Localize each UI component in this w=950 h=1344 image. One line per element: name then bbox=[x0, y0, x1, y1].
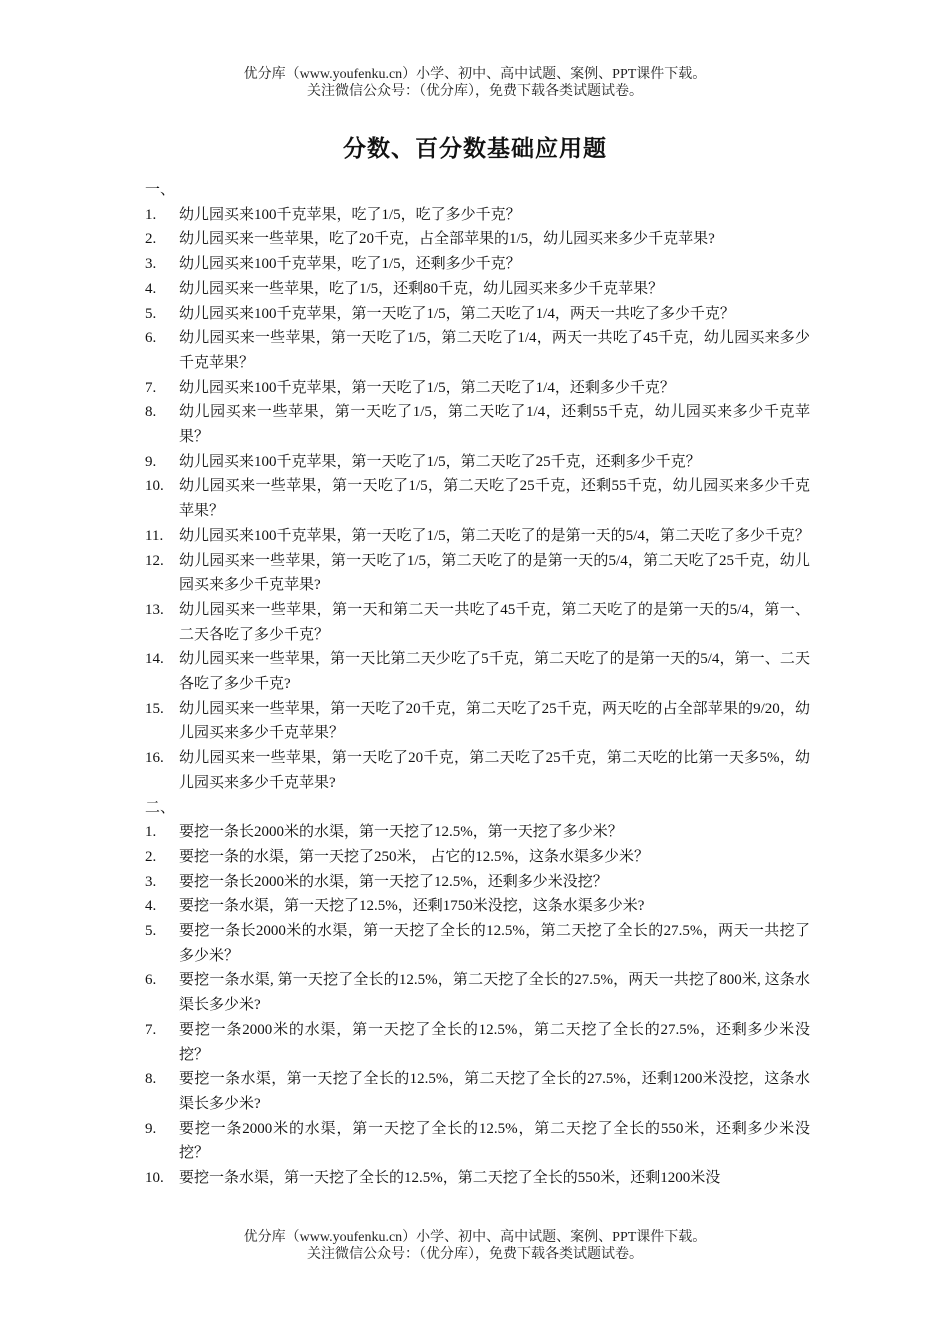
question-item bbox=[145, 474, 810, 523]
question-item bbox=[145, 326, 810, 375]
question-number: 6. bbox=[145, 972, 157, 989]
question-item bbox=[145, 524, 810, 549]
question-item bbox=[145, 845, 810, 870]
question-text: 要挖一条长2000米的水渠，第一天挖了12.5%，第一天挖了多少米？ bbox=[179, 824, 623, 841]
question-number: 9. bbox=[145, 453, 157, 470]
question-item bbox=[145, 1166, 810, 1191]
question-text: 要挖一条水渠，第一天挖了12.5%，还剩1750米没挖，这条水渠多少米? bbox=[179, 898, 645, 915]
question-number: 4. bbox=[145, 280, 157, 297]
question-item bbox=[145, 203, 810, 228]
question-item bbox=[145, 1067, 810, 1116]
question-number: 8. bbox=[145, 404, 157, 421]
question-text: 幼儿园买来一些苹果，第一天吃了20千克，第二天吃了25千克，两天吃的占全部苹果的9/20，幼儿园买来多少千克苹果？ bbox=[179, 700, 810, 742]
header-line-2: 关注微信公众号：（优分库），免费下载各类试题试卷。 bbox=[307, 84, 643, 99]
question-number: 16. bbox=[145, 750, 164, 767]
question-text: 幼儿园买来100千克苹果，第一天吃了1/5，第二天吃了的是第一天的5/4，第二天吃了多少千克？ bbox=[179, 527, 810, 544]
question-item bbox=[145, 400, 810, 449]
question-text: 幼儿园买来100千克苹果，第一天吃了1/5，第二天吃了1/4，两天一共吃了多少千克？ bbox=[179, 305, 735, 322]
question-item bbox=[145, 252, 810, 277]
header-line-1: 优分库（www.youfenku.cn）小学、初中、高中试题、案例、PPT课件下载。 bbox=[243, 67, 707, 82]
question-number: 7. bbox=[145, 1021, 157, 1038]
question-number: 4. bbox=[145, 898, 157, 915]
question-number: 1. bbox=[145, 824, 157, 841]
question-text: 幼儿园买来一些苹果，吃了20千克，占全部苹果的1/5，幼儿园买来多少千克苹果? bbox=[179, 231, 715, 248]
question-item bbox=[145, 598, 810, 647]
question-number: 5. bbox=[145, 923, 157, 940]
question-text: 要挖一条2000米的水渠，第一天挖了全长的12.5%，第二天挖了全长的27.5%，还剩多少米没挖？ bbox=[179, 1021, 810, 1063]
question-item bbox=[145, 820, 810, 845]
question-text: 要挖一条长2000米的水渠，第一天挖了12.5%，还剩多少米没挖？ bbox=[179, 873, 608, 890]
question-number: 13. bbox=[145, 601, 164, 618]
question-text: 要挖一条水渠, 第一天挖了全长的12.5%，第二天挖了全长的27.5%，两天一共挖了800米, 这条水渠长多少米? bbox=[179, 972, 810, 1014]
question-number: 12. bbox=[145, 552, 164, 569]
question-text: 幼儿园买来一些苹果，第一天吃了1/5，第二天吃了的是第一天的5/4，第二天吃了25千克，幼儿园买来多少千克苹果? bbox=[179, 552, 810, 594]
question-item bbox=[145, 227, 810, 252]
question-number: 7. bbox=[145, 379, 157, 396]
question-text: 幼儿园买来一些苹果，第一天和第二天一共吃了45千克，第二天吃了的是第一天的5/4，第一、二天各吃了多少千克？ bbox=[179, 601, 810, 643]
footer-line-2: 关注微信公众号：（优分库），免费下载各类试题试卷。 bbox=[307, 1247, 643, 1262]
question-number: 14. bbox=[145, 651, 164, 668]
section-2-label: 二、 bbox=[145, 799, 176, 816]
question-item bbox=[145, 647, 810, 696]
question-number: 1. bbox=[145, 206, 157, 223]
question-number: 11. bbox=[145, 527, 164, 544]
question-number: 9. bbox=[145, 1120, 157, 1137]
section-2-list bbox=[145, 820, 810, 1191]
section-1-list bbox=[145, 203, 810, 796]
question-number: 6. bbox=[145, 330, 157, 347]
footer-line-1: 优分库（www.youfenku.cn）小学、初中、高中试题、案例、PPT课件下载。 bbox=[243, 1230, 707, 1245]
question-item bbox=[145, 697, 810, 746]
question-text: 幼儿园买来100千克苹果，第一天吃了1/5，第二天吃了25千克，还剩多少千克？ bbox=[179, 453, 701, 470]
question-text: 幼儿园买来一些苹果，第一天吃了1/5，第二天吃了25千克，还剩55千克，幼儿园买来多少千克苹果？ bbox=[179, 478, 810, 520]
question-item bbox=[145, 919, 810, 968]
question-text: 幼儿园买来100千克苹果，吃了1/5，还剩多少千克？ bbox=[179, 256, 521, 273]
page-footer bbox=[0, 1229, 950, 1263]
question-number: 10. bbox=[145, 1170, 164, 1187]
question-item bbox=[145, 549, 810, 598]
question-item bbox=[145, 746, 810, 795]
question-item bbox=[145, 1018, 810, 1067]
question-text: 要挖一条水渠，第一天挖了全长的12.5%，第二天挖了全长的550米，还剩1200米没 bbox=[179, 1170, 721, 1187]
question-item bbox=[145, 870, 810, 895]
question-number: 15. bbox=[145, 700, 164, 717]
question-number: 2. bbox=[145, 231, 157, 248]
page-title: 分数、百分数基础应用题 bbox=[343, 136, 607, 162]
question-number: 5. bbox=[145, 305, 157, 322]
question-text: 幼儿园买来一些苹果，第一天吃了1/5，第二天吃了1/4，还剩55千克，幼儿园买来多少千克苹果？ bbox=[179, 404, 810, 446]
question-item bbox=[145, 277, 810, 302]
section-1-label: 一、 bbox=[145, 182, 176, 198]
question-text: 幼儿园买来100千克苹果，第一天吃了1/5，第二天吃了1/4，还剩多少千克？ bbox=[179, 379, 675, 396]
question-number: 3. bbox=[145, 873, 157, 890]
document-body bbox=[145, 178, 810, 1191]
question-text: 要挖一条的水渠，第一天挖了250米， 占它的12.5%，这条水渠多少米？ bbox=[179, 848, 649, 865]
question-text: 幼儿园买来一些苹果，第一天吃了1/5，第二天吃了1/4，两天一共吃了45千克，幼儿园买来多少千克苹果？ bbox=[179, 330, 810, 371]
question-item bbox=[145, 894, 810, 919]
question-text: 幼儿园买来一些苹果，第一天吃了20千克，第二天吃了25千克，第二天吃的比第一天多5%，幼儿园买来多少千克苹果? bbox=[179, 750, 810, 791]
question-item bbox=[145, 302, 810, 327]
question-number: 3. bbox=[145, 256, 157, 273]
question-number: 10. bbox=[145, 478, 164, 495]
question-text: 幼儿园买来一些苹果，吃了1/5，还剩80千克，幼儿园买来多少千克苹果？ bbox=[179, 280, 664, 297]
question-text: 要挖一条水渠，第一天挖了全长的12.5%，第二天挖了全长的27.5%，还剩1200米没挖，这条水渠长多少米? bbox=[179, 1071, 810, 1112]
question-number: 8. bbox=[145, 1071, 157, 1088]
question-number: 2. bbox=[145, 848, 157, 865]
question-item bbox=[145, 376, 810, 401]
question-item bbox=[145, 450, 810, 475]
page-header bbox=[0, 66, 950, 100]
question-item bbox=[145, 968, 810, 1017]
question-text: 要挖一条长2000米的水渠，第一天挖了全长的12.5%，第二天挖了全长的27.5%，两天一共挖了多少米？ bbox=[179, 923, 810, 964]
question-text: 幼儿园买来一些苹果，第一天比第二天少吃了5千克，第二天吃了的是第一天的5/4，第一、二天各吃了多少千克? bbox=[179, 651, 810, 693]
question-text: 幼儿园买来100千克苹果，吃了1/5，吃了多少千克？ bbox=[179, 206, 521, 223]
question-text: 要挖一条2000米的水渠，第一天挖了全长的12.5%，第二天挖了全长的550米，还剩多少米没挖？ bbox=[179, 1120, 810, 1162]
question-item bbox=[145, 1117, 810, 1166]
